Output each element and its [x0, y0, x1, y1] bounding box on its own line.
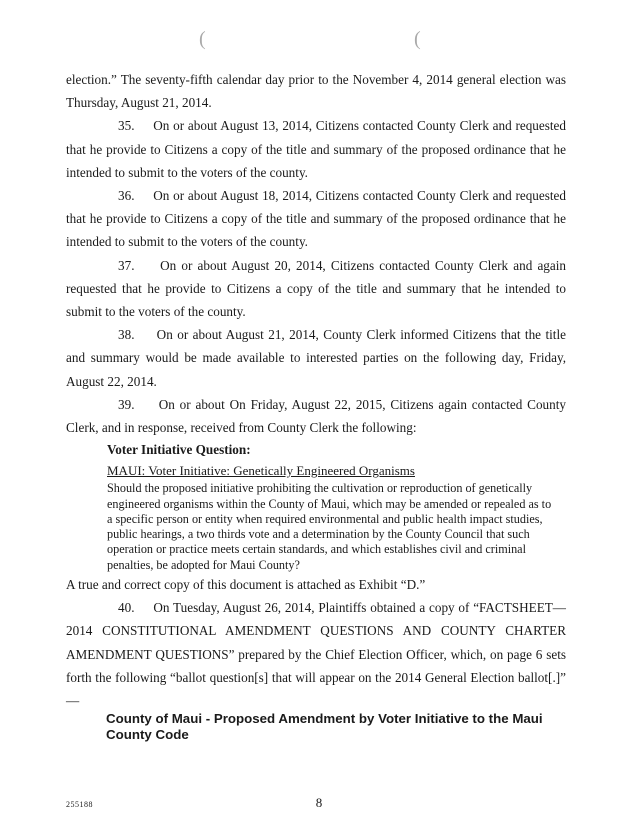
quote-subheading: MAUI: Voter Initiative: Genetically Engineered Organisms [107, 463, 415, 479]
paragraph-40: 40. On Tuesday, August 26, 2014, Plaintiffs obtained a copy of “FACTSHEET— 2014 CONSTITUTIONAL AMENDMENT QUESTIONS AND COUNTY CHARTER AMENDMENT QUESTIONS” prepared by the Chief Election Officer, which, on page 6 sets forth the following “ballot question[s] that will appear on the 2014 General Election ballot[.]” — [66, 600, 566, 709]
document-id: 255188 [66, 800, 93, 809]
paragraph-34-continuation: election.” The seventy-fifth calendar day prior to the November 4, 2014 general election was Thursday, August 21, 2014. [66, 72, 566, 111]
scan-mark-right: ( [414, 28, 421, 50]
paragraph-36: 36. On or about August 18, 2014, Citizens contacted County Clerk and requested that he provide to Citizens a copy of the title and summary of the proposed ordinance that he intended to submit to the voters of the county. [66, 188, 566, 250]
factsheet-heading: County of Maui - Proposed Amendment by Voter Initiative to the Maui County Code [106, 711, 543, 742]
paragraph-38: 38. On or about August 21, 2014, County Clerk informed Citizens that the title and summary would be made available to interested parties on the following day, Friday, August 22, 2014. [66, 327, 566, 389]
exhibit-reference: A true and correct copy of this document is attached as Exhibit “D.” [66, 577, 426, 593]
quote-question-text: Should the proposed initiative prohibiting the cultivation or reproduction of genetically engineered organisms within the County of Maui, which may be amended or repealed as to a specific person or entity when required environmental and public health impact studies, public hearings, a two thirds vote and a determination by the County Council that such operation or practice meets certain standards, and which establishes civil and criminal penalties, be adopted for Maui County? [107, 481, 552, 572]
paragraph-37: 37. On or about August 20, 2014, Citizens contacted County Clerk and again requested that he provide to Citizens a copy of the title and summary that he intended to submit to the voters of the county. [66, 257, 566, 320]
page-number: 8 [315, 795, 323, 810]
document-body [66, 68, 566, 712]
paragraph-39: 39. On or about On Friday, August 22, 2015, Citizens again contacted County Clerk, and in response, received from County Clerk the following: [66, 396, 566, 436]
voter-initiative-quote [107, 439, 557, 573]
scan-mark-left: ( [199, 28, 206, 50]
quote-heading: Voter Initiative Question: [107, 442, 251, 458]
paragraph-35: 35. On or about August 13, 2014, Citizens contacted County Clerk and requested that he provide to Citizens a copy of the title and summary of the proposed ordinance that he intended to submit to the voters of the county. [66, 118, 566, 180]
